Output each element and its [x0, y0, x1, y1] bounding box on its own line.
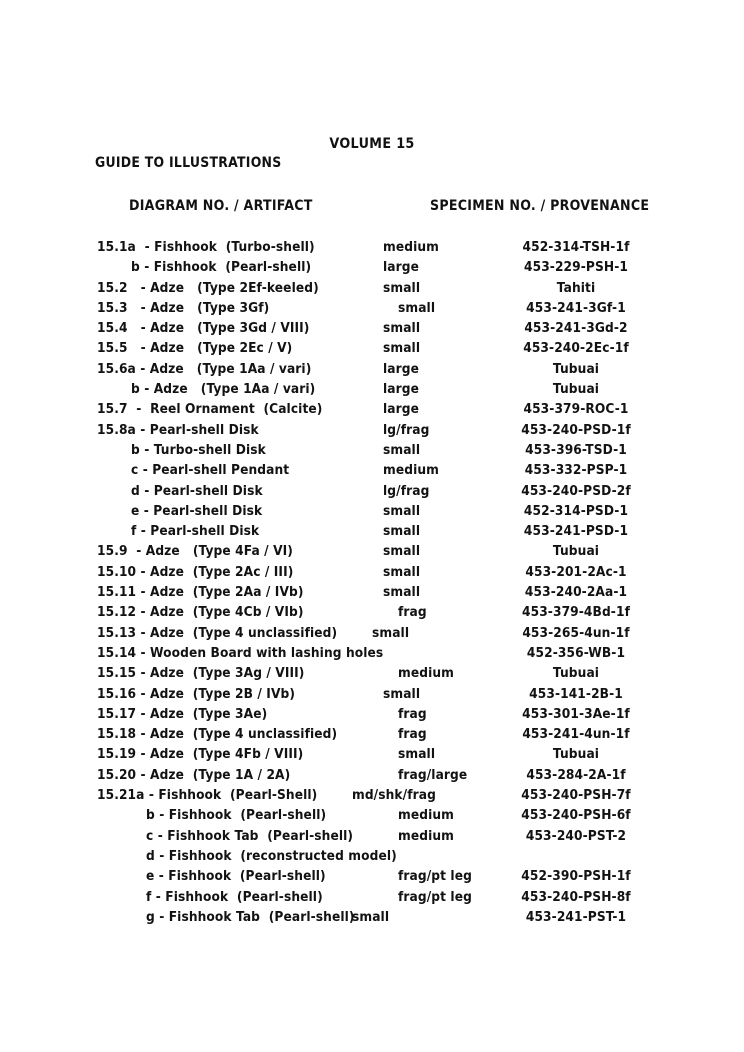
entry-specimen-provenance: Tubuai	[552, 381, 600, 398]
entry-diagram-artifact: 15.21a - Fishhook (Pearl-Shell)	[97, 787, 318, 804]
entry-diagram-artifact: f - Pearl-shell Disk	[131, 523, 260, 540]
entry-size: medium	[383, 239, 439, 255]
entry-row	[0, 340, 744, 360]
entry-diagram-artifact: 15.3 - Adze (Type 3Gf)	[97, 299, 270, 316]
entry-diagram-artifact: b - Fishhook (Pearl-shell)	[131, 259, 312, 276]
entry-specimen-provenance: 453-240-PSD-1f	[521, 421, 631, 438]
entry-row	[0, 462, 744, 482]
entry-specimen-provenance: 453-332-PSP-1	[524, 462, 628, 479]
volume-title: VOLUME 15	[329, 136, 415, 152]
entry-row	[0, 807, 744, 827]
entry-row	[0, 503, 744, 523]
entry-specimen-provenance: 453-284-2A-1f	[526, 766, 626, 783]
entry-row	[0, 239, 744, 259]
entry-size: md/shk/frag	[352, 787, 436, 804]
entry-size: frag	[398, 604, 427, 621]
entry-size: small	[383, 523, 421, 540]
entry-row	[0, 604, 744, 624]
illustration-entry-list	[0, 239, 744, 929]
entry-row	[0, 848, 744, 868]
entry-specimen-provenance: Tahiti	[556, 279, 596, 296]
column-header-specimen: SPECIMEN NO. / PROVENANCE	[430, 198, 650, 214]
entry-size: small	[383, 320, 421, 337]
entry-row	[0, 726, 744, 746]
entry-specimen-provenance: 452-314-PSD-1	[523, 502, 629, 519]
entry-specimen-provenance: Tubuai	[552, 360, 600, 377]
entry-size: small	[383, 584, 421, 601]
column-header-diagram: DIAGRAM NO. / ARTIFACT	[129, 198, 313, 214]
entry-specimen-provenance: Tubuai	[552, 665, 600, 682]
entry-specimen-provenance: 453-396-TSD-1	[525, 441, 627, 458]
entry-diagram-artifact: 15.7 - Reel Ornament (Calcite)	[97, 401, 323, 418]
entry-row	[0, 361, 744, 381]
entry-row	[0, 564, 744, 584]
entry-row	[0, 767, 744, 787]
entry-size: medium	[383, 462, 439, 479]
entry-diagram-artifact: d - Fishhook (reconstructed model)	[146, 847, 397, 864]
entry-specimen-provenance: 453-241-4un-1f	[522, 726, 630, 743]
entry-specimen-provenance: 452-356-WB-1	[526, 644, 626, 661]
entry-diagram-artifact: 15.19 - Adze (Type 4Fb / VIII)	[97, 746, 304, 763]
entry-specimen-provenance: Tubuai	[552, 543, 600, 560]
entry-row	[0, 523, 744, 543]
entry-row	[0, 320, 744, 340]
entry-row	[0, 746, 744, 766]
entry-specimen-provenance: 453-265-4un-1f	[522, 624, 630, 641]
entry-diagram-artifact: f - Fishhook (Pearl-shell)	[146, 888, 323, 905]
entry-size: small	[383, 543, 421, 560]
entry-row	[0, 442, 744, 462]
entry-diagram-artifact: 15.17 - Adze (Type 3Ae)	[97, 705, 268, 722]
entry-diagram-artifact: 15.5 - Adze (Type 2Ec / V)	[97, 340, 293, 357]
entry-specimen-provenance: 453-379-4Bd-1f	[521, 604, 630, 621]
entry-size: small	[352, 908, 390, 925]
entry-specimen-provenance: 453-240-PSD-2f	[521, 482, 631, 499]
entry-row	[0, 300, 744, 320]
entry-size: large	[383, 360, 419, 377]
entry-diagram-artifact: 15.12 - Adze (Type 4Cb / VIb)	[97, 604, 304, 621]
entry-size: large	[383, 259, 419, 276]
entry-size: small	[398, 746, 436, 763]
entry-row	[0, 889, 744, 909]
entry-specimen-provenance: 453-240-PSH-6f	[521, 807, 631, 824]
entry-row	[0, 401, 744, 421]
entry-row	[0, 543, 744, 563]
entry-diagram-artifact: 15.9 - Adze (Type 4Fa / VI)	[97, 543, 293, 560]
entry-row	[0, 584, 744, 604]
entry-specimen-provenance: 453-241-3Gd-2	[524, 320, 628, 337]
entry-specimen-provenance: 453-240-2Aa-1	[524, 584, 628, 601]
entry-specimen-provenance: 453-240-PST-2	[525, 827, 627, 844]
entry-diagram-artifact: 15.4 - Adze (Type 3Gd / VIII)	[97, 320, 310, 337]
entry-row	[0, 280, 744, 300]
entry-size: medium	[398, 827, 454, 844]
entry-specimen-provenance: 452-314-TSH-1f	[522, 239, 630, 255]
entry-row	[0, 259, 744, 279]
entry-size: frag	[398, 705, 427, 722]
entry-specimen-provenance: 453-241-3Gf-1	[526, 299, 626, 316]
entry-row	[0, 828, 744, 848]
entry-size: small	[398, 299, 436, 316]
entry-row	[0, 645, 744, 665]
entry-size: small	[383, 340, 421, 357]
entry-size: small	[383, 279, 421, 296]
entry-specimen-provenance: 453-201-2Ac-1	[525, 563, 627, 580]
entry-row	[0, 665, 744, 685]
entry-specimen-provenance: 452-390-PSH-1f	[521, 868, 631, 885]
entry-row	[0, 787, 744, 807]
entry-diagram-artifact: 15.8a - Pearl-shell Disk	[97, 421, 259, 438]
entry-size: lg/frag	[383, 482, 430, 499]
entry-diagram-artifact: c - Fishhook Tab (Pearl-shell)	[146, 827, 354, 844]
entry-diagram-artifact: 15.20 - Adze (Type 1A / 2A)	[97, 766, 291, 783]
entry-specimen-provenance: 453-229-PSH-1	[523, 259, 629, 276]
entry-size: small	[383, 563, 421, 580]
entry-row	[0, 686, 744, 706]
entry-specimen-provenance: 453-240-PSH-7f	[521, 787, 631, 804]
entry-diagram-artifact: c - Pearl-shell Pendant	[131, 462, 290, 479]
entry-size: small	[383, 502, 421, 519]
entry-size: small	[383, 685, 421, 702]
entry-diagram-artifact: b - Turbo-shell Disk	[131, 441, 266, 458]
entry-diagram-artifact: 15.18 - Adze (Type 4 unclassified)	[97, 726, 338, 743]
entry-specimen-provenance: 453-241-PSD-1	[523, 523, 629, 540]
entry-diagram-artifact: 15.10 - Adze (Type 2Ac / III)	[97, 563, 294, 580]
entry-row	[0, 706, 744, 726]
entry-size: large	[383, 401, 419, 418]
entry-size: lg/frag	[383, 421, 430, 438]
entry-size: small	[372, 624, 410, 641]
entry-diagram-artifact: 15.15 - Adze (Type 3Ag / VIII)	[97, 665, 305, 682]
entry-diagram-artifact: 15.16 - Adze (Type 2B / IVb)	[97, 685, 296, 702]
entry-diagram-artifact: 15.13 - Adze (Type 4 unclassified)	[97, 624, 338, 641]
entry-specimen-provenance: 453-240-PSH-8f	[521, 888, 631, 905]
entry-diagram-artifact: 15.11 - Adze (Type 2Aa / IVb)	[97, 584, 304, 601]
entry-row	[0, 381, 744, 401]
entry-row	[0, 625, 744, 645]
entry-row	[0, 483, 744, 503]
entry-specimen-provenance: 453-241-PST-1	[525, 908, 627, 925]
guide-title: GUIDE TO ILLUSTRATIONS	[95, 155, 282, 171]
entry-diagram-artifact: e - Pearl-shell Disk	[131, 502, 263, 519]
entry-specimen-provenance: 453-240-2Ec-1f	[523, 340, 629, 357]
entry-row	[0, 909, 744, 929]
entry-size: frag/pt leg	[398, 868, 472, 885]
entry-diagram-artifact: d - Pearl-shell Disk	[131, 482, 263, 499]
entry-size: small	[383, 441, 421, 458]
entry-size: medium	[398, 665, 454, 682]
entry-size: frag	[398, 726, 427, 743]
entry-diagram-artifact: e - Fishhook (Pearl-shell)	[146, 868, 326, 885]
entry-size: medium	[398, 807, 454, 824]
entry-diagram-artifact: 15.6a - Adze (Type 1Aa / vari)	[97, 360, 312, 377]
entry-diagram-artifact: 15.14 - Wooden Board with lashing holes	[97, 644, 384, 661]
entry-diagram-artifact: g - Fishhook Tab (Pearl-shell)	[146, 908, 355, 925]
entry-size: large	[383, 381, 419, 398]
entry-size: frag/large	[398, 766, 468, 783]
entry-diagram-artifact: b - Fishhook (Pearl-shell)	[146, 807, 327, 824]
entry-specimen-provenance: 453-141-2B-1	[529, 685, 623, 702]
entry-row	[0, 868, 744, 888]
entry-diagram-artifact: b - Adze (Type 1Aa / vari)	[131, 381, 316, 398]
entry-specimen-provenance: 453-379-ROC-1	[523, 401, 629, 418]
entry-diagram-artifact: 15.1a - Fishhook (Turbo-shell)	[97, 239, 315, 255]
entry-specimen-provenance: 453-301-3Ae-1f	[522, 705, 630, 722]
entry-row	[0, 422, 744, 442]
entry-size: frag/pt leg	[398, 888, 472, 905]
entry-specimen-provenance: Tubuai	[552, 746, 600, 763]
entry-diagram-artifact: 15.2 - Adze (Type 2Ef-keeled)	[97, 279, 319, 296]
